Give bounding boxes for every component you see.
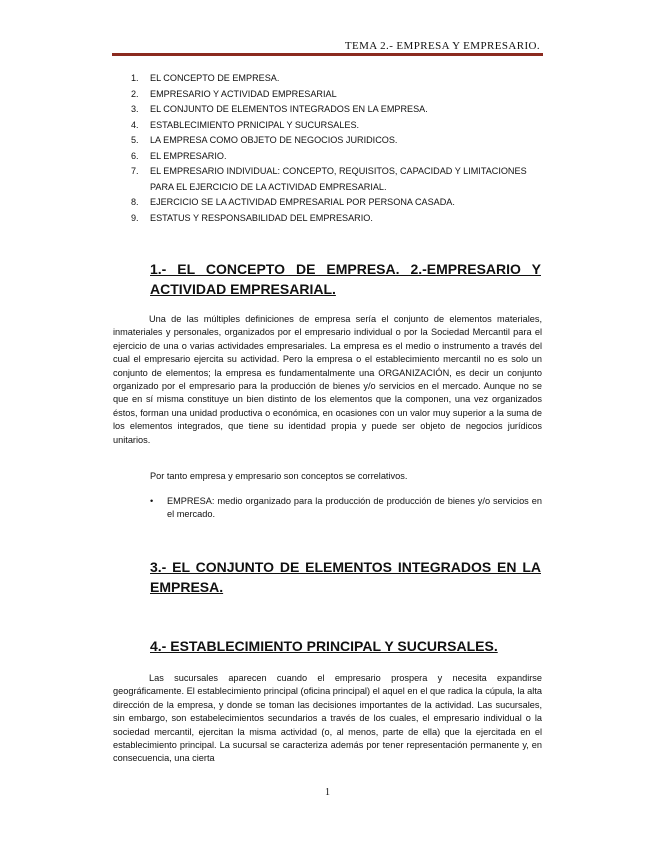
toc-item <box>128 195 543 211</box>
toc-item-number: 5. <box>131 135 139 145</box>
toc-item-number: 4. <box>131 119 139 130</box>
toc-item-number: 6. <box>131 150 139 161</box>
toc-item <box>128 102 543 118</box>
toc-item-text: EMPRESARIO Y ACTIVIDAD EMPRESARIAL <box>150 88 337 99</box>
table-of-contents <box>128 71 543 226</box>
toc-item <box>128 133 543 149</box>
toc-item <box>128 71 543 87</box>
toc-item <box>128 149 543 165</box>
toc-item-text: EL EMPRESARIO INDIVIDUAL: CONCEPTO, REQUISITOS, CAPACIDAD Y LIMITACIONES PARA EL EJERCICIO DE LA ACTIVIDAD EMPRESARIAL. <box>150 166 527 192</box>
section-1-correlative-note: Por tanto empresa y empresario son conceptos se correlativos. <box>150 471 408 481</box>
toc-item <box>128 118 543 134</box>
toc-item-number: 9. <box>131 212 139 223</box>
section-4-paragraph: Las sucursales aparecen cuando el empresario prospera y necesita expandirse geográficamente. El establecimiento principal (oficina principal) el aquel en el que radica la cúpula, la alta dirección de la empresa, y donde se toman las decisiones importantes de la actividad. Las sucursales, sin embargo, son estabelecimientos secundarios a través de los cuales, el empresario individual o la sociedad mercantil, ejercitan la misma actividad (o, al menos, parte de ella) que la ejercitada en el establecimiento principal. La sucursal se caracteriza además por tener representación permanente y, en consecuencia, una cierta <box>113 673 542 764</box>
page-number: 1 <box>325 787 330 798</box>
toc-item-text: EL EMPRESARIO. <box>150 150 227 161</box>
toc-item-number: 1. <box>131 73 139 83</box>
toc-item-number: 8. <box>131 197 139 207</box>
toc-item-text: EL CONJUNTO DE ELEMENTOS INTEGRADOS EN LA EMPRESA. <box>150 104 428 114</box>
bullet-item-empresa <box>150 495 542 522</box>
section-1-paragraph: Una de las múltiples definiciones de empresa sería el conjunto de elementos materiales, inmateriales y personales, organizados por el empresario individual o por la Sociedad Mercantil para el ejercicio de una o varias actividades empresariales. La empresa es el medio o instrumento a través del cual el empresario ejercita su actividad. Pero la empresa o el establecimiento mercantil no es solo un conjunto de elementos; la empresa es fundamentalmente una ORGANIZACIÓN, es decir un conjunto organizado por el empresario para la producción de bienes y/o servicios en el mercado. Aunque no se que en sí misma constituye un bien distinto de los elementos que la componen, una vez organizados éstos, forman una unidad productiva o económica, en ocasiones con un valor muy superior a la suma de los elementos integrados, que tiene su identidad propia y puede ser objeto de negocios jurídicos unitarios. <box>113 314 542 445</box>
toc-item <box>128 87 543 103</box>
toc-item <box>128 211 543 227</box>
section-heading-3: 3.- EL CONJUNTO DE ELEMENTOS INTEGRADOS EN LA EMPRESA. <box>150 559 541 595</box>
toc-item-text: LA EMPRESA COMO OBJETO DE NEGOCIOS JURIDICOS. <box>150 135 398 145</box>
header-rule <box>112 53 543 56</box>
bullet-icon: • <box>150 496 154 506</box>
toc-item-number: 7. <box>131 166 139 176</box>
running-header: TEMA 2.- EMPRESA Y EMPRESARIO. <box>344 40 540 52</box>
toc-item-number: 3. <box>131 104 139 114</box>
section-heading-1-2: 1.- EL CONCEPTO DE EMPRESA. 2.-EMPRESARIO Y ACTIVIDAD EMPRESARIAL. <box>150 261 541 297</box>
toc-item-number: 2. <box>131 88 139 99</box>
toc-item <box>128 164 543 195</box>
toc-item-text: EJERCICIO SE LA ACTIVIDAD EMPRESARIAL POR PERSONA CASADA. <box>150 197 455 207</box>
toc-item-text: ESTATUS Y RESPONSABILIDAD DEL EMPRESARIO. <box>150 212 373 223</box>
toc-item-text: ESTABLECIMIENTO PRNICIPAL Y SUCURSALES. <box>150 119 360 130</box>
section-heading-4: 4.- ESTABLECIMIENTO PRINCIPAL Y SUCURSALES. <box>150 638 498 654</box>
toc-item-text: EL CONCEPTO DE EMPRESA. <box>150 73 280 83</box>
bullet-text: EMPRESA: medio organizado para la producción de producción de bienes y/o servicios en el mercado. <box>167 496 542 520</box>
